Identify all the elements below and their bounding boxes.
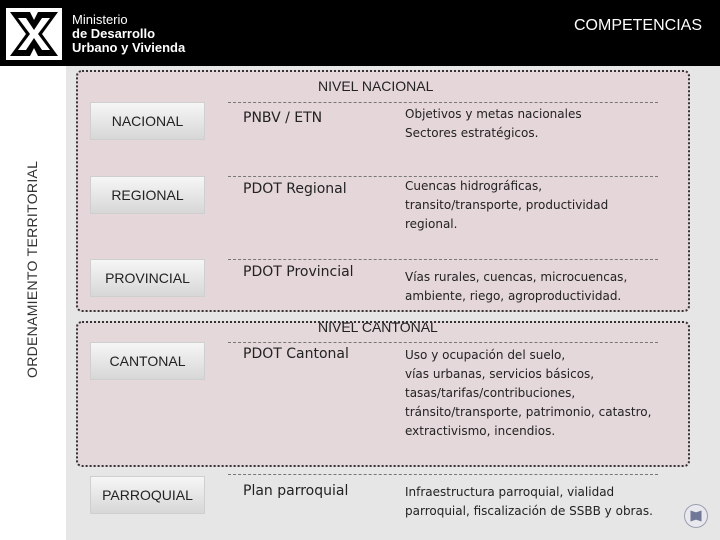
desc-regional bbox=[405, 177, 695, 234]
desc-line: Cuencas hidrográficas, bbox=[405, 179, 543, 193]
desc-line: transito/transporte, productividad bbox=[405, 198, 609, 212]
plan-nacional: PNBV / ETN bbox=[243, 110, 323, 126]
desc-line: parroquial, fiscalización de SSBB y obras. bbox=[405, 504, 653, 518]
org-line-2: de Desarrollo bbox=[72, 26, 156, 41]
row-separator bbox=[228, 342, 658, 343]
desc-cantonal bbox=[405, 346, 695, 441]
plan-regional: PDOT Regional bbox=[243, 181, 347, 197]
desc-parroquial bbox=[405, 483, 695, 521]
org-line-3: Urbano y Vivienda bbox=[72, 40, 186, 55]
ministry-logo-icon bbox=[6, 8, 62, 60]
desc-line: Objetivos y metas nacionales bbox=[405, 107, 582, 121]
level-box-provincial: PROVINCIAL bbox=[90, 259, 205, 297]
plan-provincial: PDOT Provincial bbox=[243, 264, 354, 280]
ministry-name bbox=[72, 13, 185, 55]
desc-provincial bbox=[405, 268, 695, 306]
level-box-nacional: NACIONAL bbox=[90, 102, 205, 140]
level-box-regional: REGIONAL bbox=[90, 176, 205, 214]
desc-line: Sectores estratégicos. bbox=[405, 126, 539, 140]
sidebar-label: ORDENAMIENTO TERRITORIAL bbox=[24, 160, 40, 378]
nivel-nacional-title: NIVEL NACIONAL bbox=[318, 78, 434, 94]
desc-line: tránsito/transporte, patrimonio, catastro, bbox=[405, 405, 652, 419]
header-bar bbox=[0, 0, 720, 66]
org-line-1: Ministerio bbox=[72, 12, 128, 27]
page-title: COMPETENCIAS bbox=[573, 17, 702, 34]
row-separator bbox=[228, 474, 658, 475]
row-separator bbox=[228, 259, 658, 260]
level-box-cantonal: CANTONAL bbox=[90, 342, 205, 380]
desc-line: regional. bbox=[405, 217, 458, 231]
level-box-parroquial: PARROQUIAL bbox=[90, 476, 205, 514]
desc-line: Uso y ocupación del suelo, bbox=[405, 348, 566, 362]
desc-line: Vías rurales, cuencas, microcuencas, bbox=[405, 270, 628, 284]
row-separator bbox=[228, 102, 658, 103]
desc-line: vías urbanas, servicios básicos, bbox=[405, 367, 595, 381]
nivel-cantonal-title: NIVEL CANTONAL bbox=[318, 319, 438, 335]
desc-line: extractivismo, incendios. bbox=[405, 424, 556, 438]
desc-line: tasas/tarifas/contribuciones, bbox=[405, 386, 576, 400]
plan-parroquial: Plan parroquial bbox=[243, 483, 349, 499]
plan-cantonal: PDOT Cantonal bbox=[243, 346, 349, 362]
desc-line: Infraestructura parroquial, vialidad bbox=[405, 485, 615, 499]
slide-nav-icon[interactable] bbox=[684, 504, 708, 528]
desc-nacional bbox=[405, 105, 695, 143]
desc-line: ambiente, riego, agroproductividad. bbox=[405, 289, 622, 303]
